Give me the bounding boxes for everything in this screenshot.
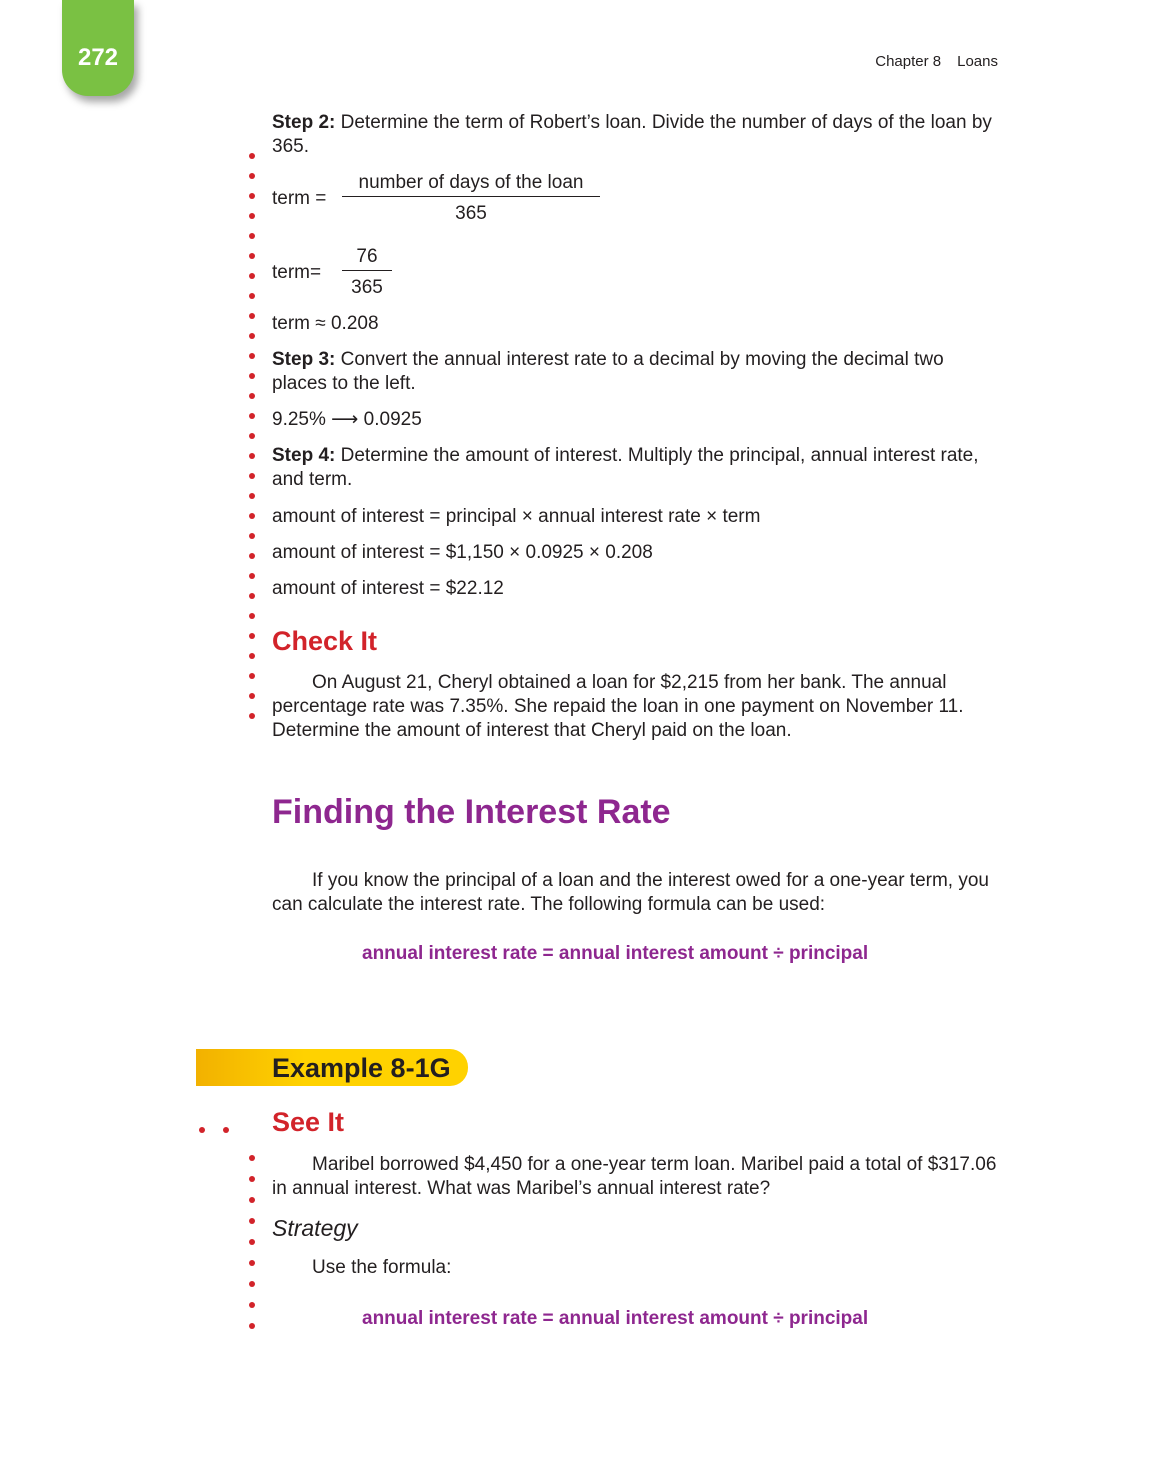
strategy-text: Use the formula: xyxy=(312,1257,452,1278)
page-number: 272 xyxy=(77,44,119,71)
check-it-text: On August 21, Cheryl obtained a loan for $2,215 from her bank. The annual percentage rate was 7.35%. She repaid the loan in one payment on November 11. Determine the amount of interest that Cheryl paid on the loan. xyxy=(272,672,964,741)
margin-dot xyxy=(249,253,255,259)
step-4-label: Step 4: xyxy=(272,445,336,466)
interest-line-3: amount of interest = $22.12 xyxy=(272,578,504,599)
margin-dot xyxy=(249,1218,255,1224)
margin-dot xyxy=(223,1127,229,1133)
margin-dot xyxy=(249,513,255,519)
example-label-bar xyxy=(196,1049,468,1086)
margin-dot xyxy=(249,653,255,659)
term-formula xyxy=(272,171,612,231)
rate-conversion: 9.25% ⟶ 0.0925 xyxy=(272,409,422,430)
term-formula-numerator: number of days of the loan xyxy=(358,172,584,193)
margin-dot xyxy=(249,1260,255,1266)
chapter-label: Chapter 8 xyxy=(875,53,942,70)
margin-dot xyxy=(249,473,255,479)
margin-dot xyxy=(249,193,255,199)
step-4-text: Determine the amount of interest. Multiply the principal, annual interest rate, and term. xyxy=(272,445,979,490)
margin-dot xyxy=(249,573,255,579)
margin-dot xyxy=(249,1239,255,1245)
page-number-tab xyxy=(62,0,134,96)
term-values-numerator: 76 xyxy=(356,246,378,267)
interest-line-1: amount of interest = principal × annual interest rate × term xyxy=(272,506,761,527)
margin-dot xyxy=(249,533,255,539)
step-3-label: Step 3: xyxy=(272,349,336,370)
margin-dot xyxy=(249,713,255,719)
margin-dot xyxy=(249,313,255,319)
margin-dot xyxy=(249,1176,255,1182)
margin-dot xyxy=(249,333,255,339)
margin-dot xyxy=(249,1302,255,1308)
margin-dot xyxy=(249,493,255,499)
margin-dot xyxy=(249,233,255,239)
margin-dot xyxy=(249,173,255,179)
see-it-heading: See It xyxy=(272,1107,345,1137)
section-formula: annual interest rate = annual interest amount ÷ principal xyxy=(362,943,869,964)
margin-dot xyxy=(249,673,255,679)
example-label: Example 8-1G xyxy=(272,1053,451,1083)
margin-dot xyxy=(249,393,255,399)
step-3-paragraph xyxy=(272,348,1000,396)
margin-dot xyxy=(249,1323,255,1329)
step-4-paragraph xyxy=(272,444,1000,492)
fraction-bar xyxy=(342,196,600,197)
running-head xyxy=(875,53,998,70)
step-2-label: Step 2: xyxy=(272,112,336,133)
term-formula-denominator: 365 xyxy=(455,203,487,224)
margin-dot xyxy=(249,213,255,219)
margin-dot xyxy=(249,1281,255,1287)
margin-dot xyxy=(249,593,255,599)
step-2-text: Determine the term of Robert’s loan. Divide the number of days of the loan by 365. xyxy=(272,112,992,157)
margin-dot xyxy=(249,453,255,459)
margin-dot xyxy=(249,1197,255,1203)
margin-dot xyxy=(249,553,255,559)
term-values-denominator: 365 xyxy=(351,277,383,298)
example-formula: annual interest rate = annual interest amount ÷ principal xyxy=(362,1308,869,1329)
term-formula-lhs: term = xyxy=(272,188,327,209)
term-values-lhs: term= xyxy=(272,262,322,283)
term-values xyxy=(272,245,412,305)
term-approx: term ≈ 0.208 xyxy=(272,313,379,334)
chapter-title: Loans xyxy=(957,53,998,70)
margin-dot xyxy=(249,633,255,639)
step-2-paragraph xyxy=(272,111,1000,159)
margin-dot xyxy=(249,353,255,359)
margin-dot xyxy=(249,693,255,699)
margin-dot xyxy=(249,613,255,619)
step-3-text: Convert the annual interest rate to a decimal by moving the decimal two places to the left. xyxy=(272,349,944,394)
strategy-heading: Strategy xyxy=(272,1215,358,1241)
margin-dot xyxy=(249,413,255,419)
margin-dot xyxy=(249,1155,255,1161)
check-it-heading: Check It xyxy=(272,626,378,656)
margin-dot xyxy=(249,373,255,379)
interest-line-2: amount of interest = $1,150 × 0.0925 × 0.208 xyxy=(272,542,653,563)
section-heading: Finding the Interest Rate xyxy=(272,793,671,831)
margin-dot xyxy=(199,1127,205,1133)
margin-dot xyxy=(249,273,255,279)
margin-dot xyxy=(249,153,255,159)
fraction-bar xyxy=(342,270,392,271)
margin-dot xyxy=(249,433,255,439)
margin-dot xyxy=(249,293,255,299)
example-problem: Maribel borrowed $4,450 for a one-year term loan. Maribel paid a total of $317.06 in annual interest. What was Maribel’s annual interest rate? xyxy=(272,1154,997,1199)
section-intro: If you know the principal of a loan and the interest owed for a one-year term, you can calculate the interest rate. The following formula can be used: xyxy=(272,870,989,915)
